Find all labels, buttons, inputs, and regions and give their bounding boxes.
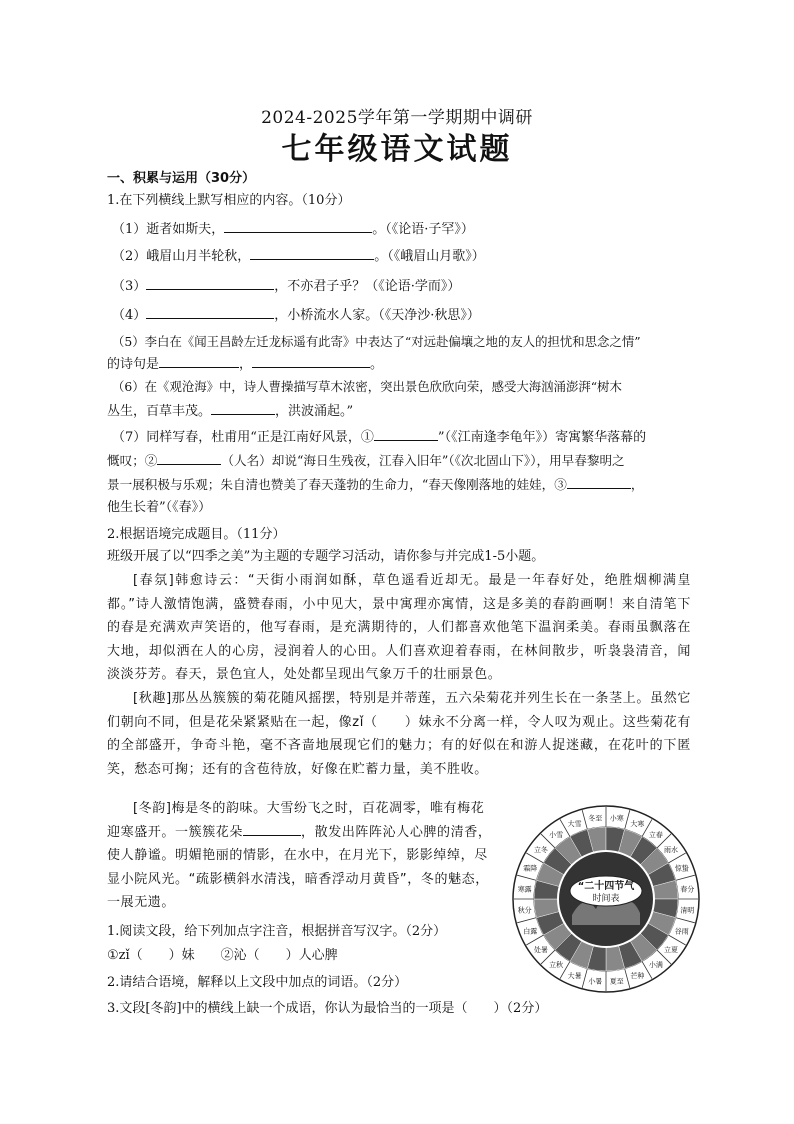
spring-paragraph: [春氛]韩愈诗云：“天街小雨润如酥，草色遥看近却无。最是一年春好处，绝胜烟柳满皇都。”诗人激情饱满，盛赞春雨，小中见大，景中寓理亦寓情，这是多美的春韵画啊！来自清笔下的春是充满欢声笑语的，他写春雨，是充满期待的，人们都喜欢他笔下温润柔美。春雨虽飘落在大地，却似洒在人的心房，浸润着人的心田。人们喜欢迎着春雨，在林间散步，听袅袅清音，闻淡淡芬芳。春天，景色宜人，处处都呈现出气象万千的壮丽景色。: [107, 573, 691, 682]
solar-term-label: 春分: [680, 885, 695, 894]
q1-item-7-line1: （7）同样写春，杜甫用“正是江南好风景，① ”（《江南逢李龟年》）寄寓繁华落幕的: [112, 427, 646, 447]
q1-item-7-line2: 慨叹；② （人名）却说“海日生残夜，江春入旧年”（《次北固山下》），用早春黎明之: [107, 453, 625, 468]
solar-term-label: 立秋: [549, 961, 564, 970]
q1-item-6-line2: 丛生，百草丰茂。 ，洪波涌起。”: [107, 401, 353, 421]
passage-autumn: [107, 687, 691, 781]
solar-term-label: 小满: [648, 961, 663, 970]
solar-term-label: 谷雨: [674, 927, 689, 936]
q1-item-3: （3） ，不亦君子乎？（《论语·学而》）: [112, 276, 460, 296]
answer-blank[interactable]: [211, 401, 275, 415]
answer-blank[interactable]: [252, 354, 370, 368]
q2-sub3: 3.文段[冬韵]中的横线上缺一个成语，你认为最恰当的一项是（ ）（2分）: [107, 1001, 548, 1016]
solar-term-label: 冬至: [588, 814, 603, 823]
answer-blank[interactable]: [250, 246, 374, 260]
answer-blank[interactable]: [146, 276, 274, 290]
section-heading: 一、积累与运用（30分）: [107, 171, 256, 186]
q2-sub1-options: ①zǐ（ ）妹 ②沁（ ）人心脾: [107, 948, 338, 963]
solar-term-label: 小暑: [588, 977, 603, 986]
q1-item-4: （4） ，小桥流水人家。（《天净沙·秋思》）: [112, 305, 480, 325]
solar-term-label: 寒露: [517, 885, 532, 894]
solar-term-label: 小寒: [609, 814, 624, 823]
solar-term-label: 雨水: [664, 846, 679, 855]
answer-blank[interactable]: [243, 822, 301, 836]
q1-item-7-line4: 他生长着”（《春》）: [107, 500, 212, 515]
q1-item-1: （1）逝者如斯夫， 。（《论语·子罕》）: [112, 219, 474, 239]
exam-title: 七年级语文试题: [281, 132, 513, 167]
q1-stem: 1.在下列横线上默写相应的内容。（10分）: [107, 193, 351, 208]
answer-blank[interactable]: [146, 305, 274, 319]
solar-term-label: 霜降: [523, 864, 538, 873]
answer-blank[interactable]: [159, 354, 239, 368]
answer-blank[interactable]: [157, 451, 221, 465]
center-label-line2: 时间表: [592, 894, 620, 904]
solar-term-label: 惊蛰: [674, 864, 689, 873]
q2-sub1: 1.阅读文段，给下列加点字注音，根据拼音写汉字。（2分）: [107, 924, 447, 939]
answer-blank[interactable]: [224, 219, 372, 233]
q1-item-6-line1: （6）在《观沧海》中，诗人曹操描写草木浓密，突出景色欣欣向荣，感受大海汹涌澎湃“树木: [112, 379, 622, 394]
q1-item-2: （2）峨眉山月半轮秋， 。（《峨眉山月歌》）: [112, 246, 485, 266]
autumn-paragraph: [秋趣]那丛丛簇簇的菊花随风摇摆，特别是并蒂莲，五六朵菊花并列生长在一条茎上。虽然它们朝向不同，但是花朵紧紧贴在一起，像zǐ（ ）妹永不分离一样，令人叹为观止。这些菊花有的全部盛开，争奇斗艳，毫不吝啬地展现它们的魅力；有的好似在和游人捉迷藏，在花叶的下匿笑，愁态可掬；还有的含苞待放，好像在贮蓄力量，美不胜收。: [107, 691, 691, 777]
solar-term-label: 夏至: [609, 977, 624, 986]
q1-item-5-line2: 的诗句是 ， 。: [107, 354, 383, 374]
solar-term-label: 清明: [680, 906, 695, 915]
solar-term-label: 秋分: [517, 906, 532, 915]
q1-item-7-line3: 景一展积极与乐观；朱自清也赞美了春天蓬勃的生命力，“春天像刚落地的娃娃，③ ，: [107, 477, 644, 492]
solar-term-label: 芒种: [630, 971, 645, 980]
q2-intro: 班级开展了以“四季之美”为主题的专题学习活动，请你参与并完成1-5小题。: [107, 549, 545, 564]
solar-term-label: 白露: [523, 927, 538, 936]
winter-line-1: [冬韵]梅是冬的韵味。大雪纷飞之时，百花凋零，唯有梅花: [133, 801, 485, 816]
solar-term-label: 大寒: [630, 820, 645, 829]
winter-line-4: 显小院风光。“疏影横斜水清浅，暗香浮动月黄昏”，冬的魅态，: [107, 871, 489, 887]
answer-blank[interactable]: [374, 427, 438, 441]
winter-line-2: 迎寒盛开。一簇簇花朵 ，散发出阵阵沁人心脾的清香，: [107, 821, 507, 845]
passage-winter: [107, 797, 507, 915]
winter-line-5: 一展无遗。: [107, 895, 176, 910]
passage-spring: [107, 569, 691, 687]
solar-term-label: 立春: [648, 830, 663, 839]
q1-item-5-line1: （5）李白在《闻王昌龄左迁龙标遥有此寄》中表达了“对远赴偏壤之地的友人的担忧和思念之情”: [112, 334, 641, 349]
solar-term-label: 大雪: [567, 820, 582, 829]
q2-stem: 2.根据语境完成题目。（11分）: [107, 527, 286, 542]
solar-term-label: 处暑: [533, 945, 548, 954]
solar-terms-wheel: [512, 805, 700, 993]
answer-blank[interactable]: [567, 475, 631, 489]
solar-term-label: 立夏: [664, 945, 679, 954]
exam-subtitle: 2024-2025学年第一学期期中调研: [261, 108, 533, 128]
solar-term-label: 大暑: [567, 971, 582, 980]
center-label-line1: “二十四节气: [577, 881, 635, 892]
q2-sub2: 2.请结合语境，解释以上文段中加点的词语。（2分）: [107, 975, 408, 990]
winter-line-3: 使人静谧。明媚艳丽的情影，在水中，在月光下，影影绰绰，尽: [107, 848, 488, 863]
solar-term-label: 小雪: [549, 830, 564, 839]
solar-term-label: 立冬: [533, 846, 548, 855]
